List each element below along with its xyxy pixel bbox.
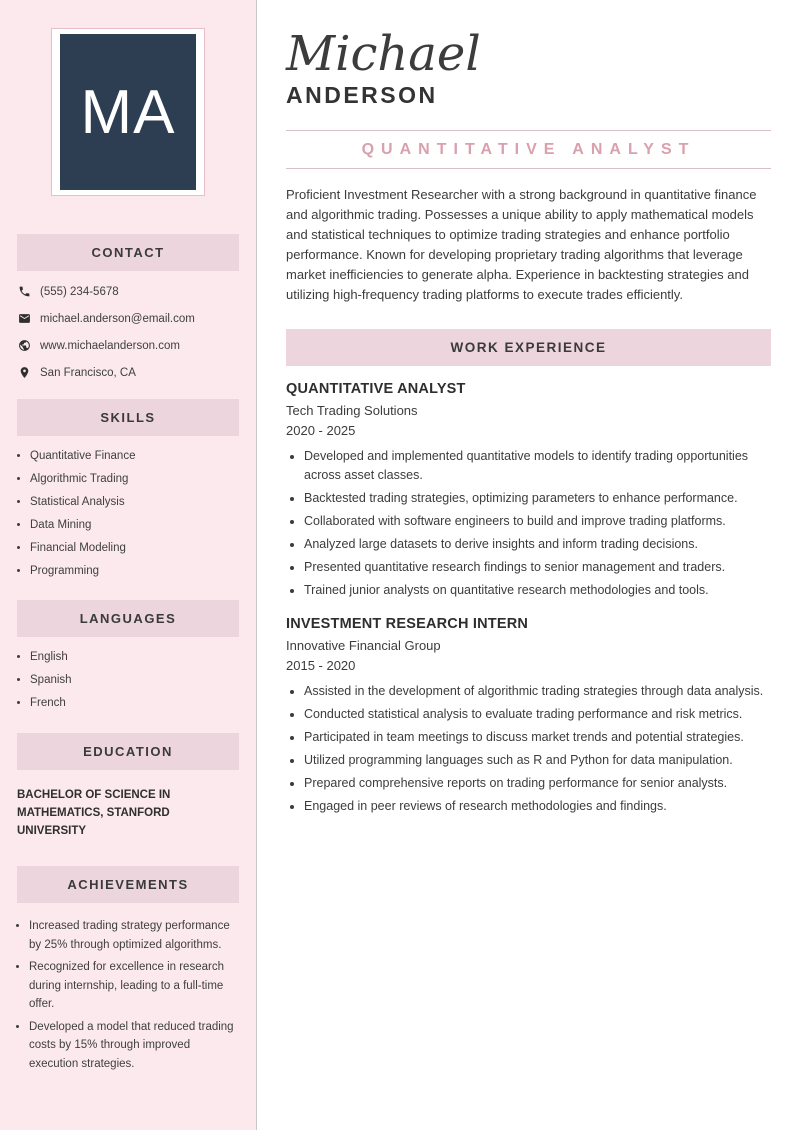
- contact-item-website: [18, 339, 239, 352]
- contact-location-text: San Francisco, CA: [40, 366, 136, 379]
- skill-item: • Statistical Analysis: [30, 495, 239, 510]
- first-name: Michael: [286, 26, 481, 82]
- sidebar: [0, 0, 257, 1130]
- contact-phone-text: (555) 234-5678: [40, 285, 119, 298]
- role-title: QUANTITATIVE ANALYST: [361, 141, 696, 158]
- job-title: INVESTMENT RESEARCH INTERN: [286, 616, 529, 632]
- achievement-item: • Increased trading strategy performance by 25% through optimized algorithms.: [29, 917, 242, 954]
- contact-item-phone: [18, 285, 239, 298]
- achievements-section-header: ACHIEVEMENTS: [17, 866, 239, 903]
- job-entry: [286, 616, 771, 816]
- job-bullet: • Engaged in peer reviews of research methodologies and findings.: [304, 797, 771, 816]
- job-bullets: [286, 447, 771, 599]
- last-name: ANDERSON: [286, 82, 438, 108]
- achievements-list: [17, 917, 242, 1073]
- job-bullet: • Prepared comprehensive reports on trading performance for senior analysts.: [304, 774, 771, 793]
- job-bullet: • Trained junior analysts on quantitative research methodologies and tools.: [304, 581, 771, 600]
- job-company: Tech Trading Solutions: [286, 403, 418, 418]
- job-bullet: • Analyzed large datasets to derive insights and inform trading decisions.: [304, 535, 771, 554]
- globe-icon: [18, 339, 31, 352]
- main-content: [258, 0, 800, 1130]
- job-dates: 2015 - 2020: [286, 658, 356, 673]
- job-bullet: • Presented quantitative research findings to senior management and traders.: [304, 558, 771, 577]
- avatar-initials: MA: [60, 34, 196, 190]
- job-bullet: • Conducted statistical analysis to evaluate trading performance and risk metrics.: [304, 705, 771, 724]
- languages-section-header: LANGUAGES: [17, 600, 239, 637]
- achievement-item: • Recognized for excellence in research during internship, leading to a full-time offer.: [29, 958, 242, 1014]
- skills-list: [17, 449, 239, 579]
- job-company: Innovative Financial Group: [286, 638, 441, 653]
- job-bullet: • Backtested trading strategies, optimizing parameters to enhance performance.: [304, 489, 771, 508]
- contact-website-text: www.michaelanderson.com: [40, 339, 180, 352]
- skill-item: • Quantitative Finance: [30, 449, 239, 464]
- job-bullet: • Assisted in the development of algorithmic trading strategies through data analysis.: [304, 682, 771, 701]
- phone-icon: [18, 285, 31, 298]
- job-bullet: • Utilized programming languages such as R and Python for data manipulation.: [304, 751, 771, 770]
- job-dates: 2020 - 2025: [286, 423, 356, 438]
- education-degree: BACHELOR OF SCIENCE IN MATHEMATICS, STANFORD UNIVERSITY: [17, 789, 171, 837]
- contact-item-email: [18, 312, 239, 325]
- skills-section-header: SKILLS: [17, 399, 239, 436]
- email-icon: [18, 312, 31, 325]
- language-item: • French: [30, 696, 239, 711]
- job-bullets: [286, 682, 771, 816]
- summary-paragraph: Proficient Investment Researcher with a strong background in quantitative finance and algorithmic trading. Possesses a unique ability to apply mathematical models and statistical techniques to optimize trading strategies and enhance portfolio performance. Known for developing proprietary trading algorithms that leverage market inefficiencies to generate alpha. Experience in backtesting strategies and utilizing high-frequency trading platforms to execute trades efficiently.: [286, 187, 757, 302]
- divider: [286, 168, 771, 169]
- job-bullet: • Developed and implemented quantitative models to identify trading opportunities across asset classes.: [304, 447, 771, 484]
- skill-item: • Programming: [30, 564, 239, 579]
- education-section-header: EDUCATION: [17, 733, 239, 770]
- job-bullet: • Collaborated with software engineers to build and improve trading platforms.: [304, 512, 771, 531]
- skill-item: • Algorithmic Trading: [30, 472, 239, 487]
- avatar: [51, 28, 205, 196]
- skill-item: • Financial Modeling: [30, 541, 239, 556]
- languages-list: [17, 650, 239, 711]
- job-title: QUANTITATIVE ANALYST: [286, 381, 466, 397]
- contact-email-text: michael.anderson@email.com: [40, 312, 195, 325]
- achievement-item: • Developed a model that reduced trading costs by 15% through improved execution strategies.: [29, 1018, 242, 1074]
- contact-item-location: [18, 366, 239, 379]
- location-icon: [18, 366, 31, 379]
- job-bullet: • Participated in team meetings to discuss market trends and potential strategies.: [304, 728, 771, 747]
- work-experience-header: WORK EXPERIENCE: [286, 329, 771, 366]
- skill-item: • Data Mining: [30, 518, 239, 533]
- job-entry: [286, 381, 771, 599]
- language-item: • Spanish: [30, 673, 239, 688]
- contact-list: [0, 271, 256, 379]
- language-item: • English: [30, 650, 239, 665]
- contact-section-header: CONTACT: [17, 234, 239, 271]
